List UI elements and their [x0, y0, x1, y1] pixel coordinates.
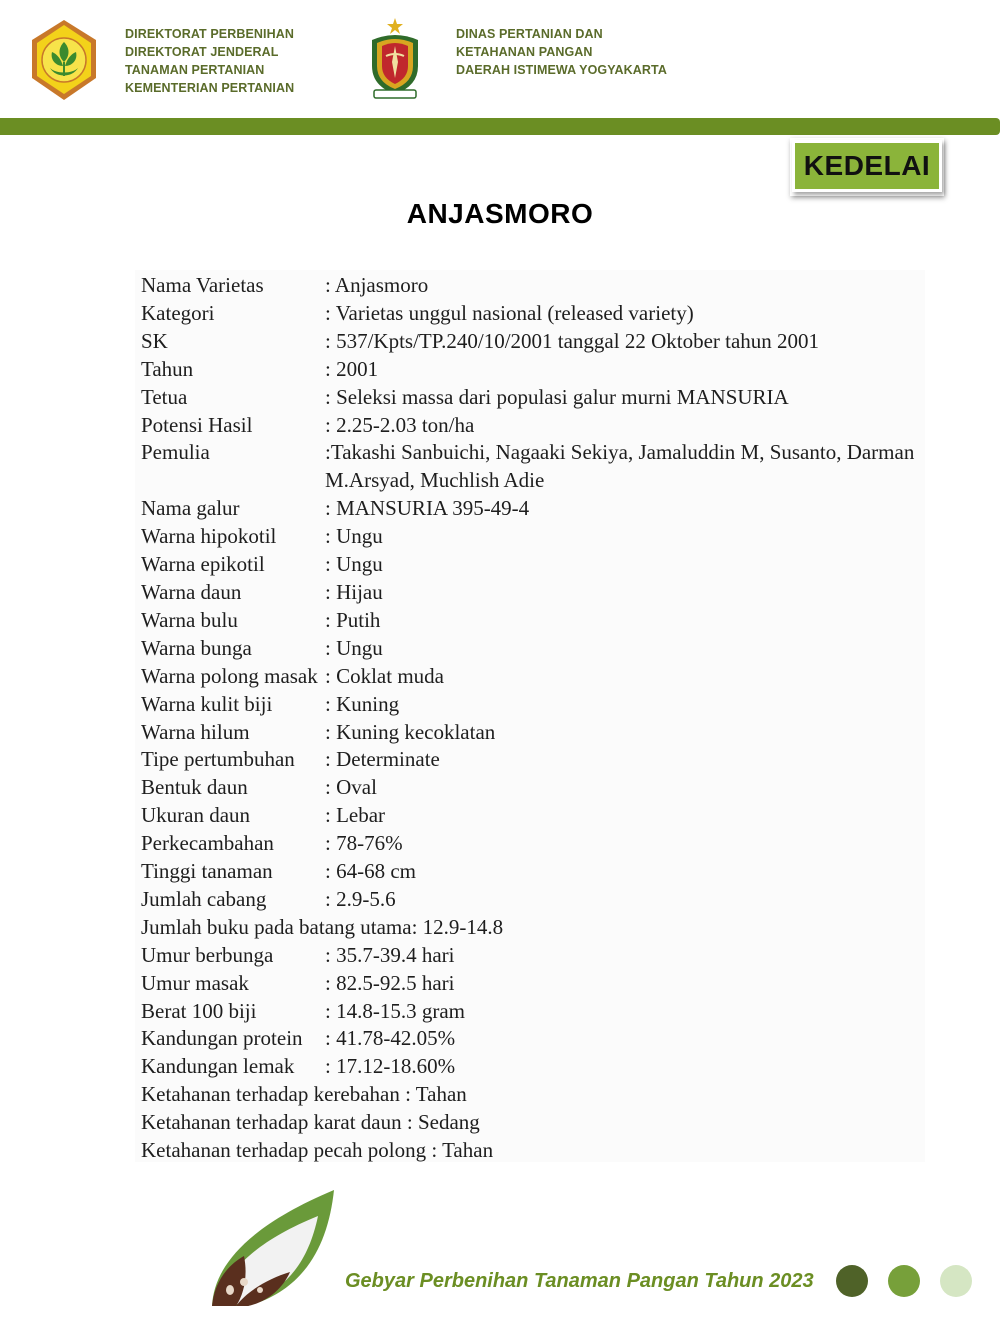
right-org-name [456, 25, 667, 79]
header [0, 0, 1000, 118]
footer-dot-medium [888, 1265, 920, 1297]
spec-value: : Oval [325, 775, 377, 800]
left-org-line: DIREKTORAT JENDERAL [125, 45, 279, 59]
spec-label: Pemulia [141, 440, 210, 465]
spec-value: : 2001 [325, 356, 379, 381]
diy-coat-of-arms [364, 16, 426, 100]
spec-value: : Ungu [325, 635, 383, 660]
spec-label: Umur berbunga [141, 942, 274, 967]
spec-value: : Putih [325, 607, 381, 632]
spec-label: Warna hilum [141, 719, 250, 744]
spec-value: : 41.78-42.05% [325, 1026, 456, 1051]
spec-row [141, 495, 921, 523]
spec-label: Potensi Hasil [141, 412, 253, 437]
spec-row [141, 635, 921, 663]
spec-value: :Takashi Sanbuichi, Nagaaki Sekiya, Jamaluddin M, Susanto, Darman M.Arsyad, Muchlish Adie [325, 440, 915, 493]
page-title: ANJASMORO [406, 198, 594, 229]
spec-label: Warna hipokotil [141, 524, 277, 549]
right-org-line: DINAS PERTANIAN DAN [456, 27, 603, 41]
spec-row-full: Ketahanan terhadap pecah polong : Tahan [141, 1138, 494, 1163]
left-org-line: TANAMAN PERTANIAN [125, 63, 265, 77]
spec-label: Nama galur [141, 496, 240, 521]
spec-row [141, 942, 921, 970]
spec-value: : 64-68 cm [325, 859, 416, 884]
spec-row-full: Jumlah buku pada batang utama: 12.9-14.8 [141, 914, 504, 939]
spec-row [141, 746, 921, 774]
spec-row [141, 328, 921, 356]
spec-value: : 2.9-5.6 [325, 886, 396, 911]
spec-label: Warna daun [141, 579, 242, 604]
spec-row [141, 998, 921, 1026]
spec-row [141, 272, 921, 300]
spec-label: Warna bulu [141, 607, 238, 632]
spec-value: : 2.25-2.03 ton/ha [325, 412, 475, 437]
spec-value: : Ungu [325, 524, 383, 549]
spec-row [141, 886, 921, 914]
spec-label: Warna bunga [141, 635, 252, 660]
spec-row [141, 1053, 921, 1081]
spec-value: : MANSURIA 395-49-4 [325, 496, 530, 521]
spec-row [141, 300, 921, 328]
spec-value: : Seleksi massa dari populasi galur murni MANSURIA [325, 384, 789, 409]
spec-label: Tahun [141, 356, 194, 381]
kementan-logo [28, 18, 100, 102]
left-org-line: KEMENTERIAN PERTANIAN [125, 81, 295, 95]
spec-label: Jumlah cabang [141, 886, 267, 911]
variety-spec-list [141, 272, 921, 1165]
spec-row [141, 356, 921, 384]
spec-value: : Coklat muda [325, 663, 444, 688]
spec-row [141, 523, 921, 551]
spec-label: Nama Varietas [141, 273, 264, 297]
footer-event-title: Gebyar Perbenihan Tanaman Pangan Tahun 2023 [345, 1270, 814, 1292]
spec-row-full: Ketahanan terhadap karat daun : Sedang [141, 1110, 480, 1135]
spec-value: : 35.7-39.4 hari [325, 942, 455, 967]
spec-row [141, 551, 921, 579]
spec-row [141, 439, 921, 495]
spec-value: : Lebar [325, 803, 386, 828]
spec-row [141, 830, 921, 858]
spec-value: : Ungu [325, 552, 383, 577]
spec-label: Warna polong masak [141, 663, 318, 688]
spec-row [141, 412, 921, 440]
spec-row [141, 579, 921, 607]
spec-label: Perkecambahan [141, 831, 274, 856]
spec-label: Umur masak [141, 970, 249, 995]
spec-label: Tinggi tanaman [141, 859, 273, 884]
right-org-line: KETAHANAN PANGAN [456, 45, 593, 59]
spec-value: : Determinate [325, 747, 440, 772]
spec-row [141, 970, 921, 998]
footer-dot-dark [836, 1265, 868, 1297]
spec-row [141, 663, 921, 691]
spec-label: Warna kulit biji [141, 691, 273, 716]
spec-label: Tipe pertumbuhan [141, 747, 295, 772]
spec-label: Kandungan lemak [141, 1054, 295, 1079]
spec-value: : 78-76% [325, 831, 403, 856]
spec-label: Kandungan protein [141, 1026, 303, 1051]
spec-value: : Hijau [325, 579, 383, 604]
spec-label: Warna epikotil [141, 552, 265, 577]
spec-label: SK [141, 328, 168, 353]
spec-label: Tetua [141, 384, 188, 409]
spec-value: : Anjasmoro [325, 273, 429, 297]
spec-row [141, 802, 921, 830]
spec-value: : 17.12-18.60% [325, 1054, 456, 1079]
spec-row [141, 1025, 921, 1053]
spec-label: Kategori [141, 300, 215, 325]
spec-value: : Kuning kecoklatan [325, 719, 496, 744]
footer-dot-light [940, 1265, 972, 1297]
spec-row [141, 774, 921, 802]
category-badge: KEDELAI [792, 140, 942, 192]
header-divider-bar [0, 118, 1000, 135]
spec-row [141, 858, 921, 886]
spec-value: : 82.5-92.5 hari [325, 970, 455, 995]
spec-value: : 14.8-15.3 gram [325, 998, 465, 1023]
spec-value: : Varietas unggul nasional (released variety) [325, 300, 694, 325]
spec-row-full: Ketahanan terhadap kerebahan : Tahan [141, 1082, 467, 1107]
left-org-line: DIREKTORAT PERBENIHAN [125, 27, 295, 41]
left-org-name [125, 25, 294, 97]
spec-value: : 537/Kpts/TP.240/10/2001 tanggal 22 Oktober tahun 2001 [325, 328, 820, 353]
spec-row [141, 719, 921, 747]
spec-row [141, 607, 921, 635]
spec-label: Bentuk daun [141, 775, 248, 800]
leaf-seed-icon [208, 1186, 338, 1310]
spec-value: : Kuning [325, 691, 400, 716]
spec-row [141, 691, 921, 719]
spec-row [141, 384, 921, 412]
spec-label: Berat 100 biji [141, 998, 257, 1023]
right-org-line: DAERAH ISTIMEWA YOGYAKARTA [456, 63, 667, 77]
spec-label: Ukuran daun [141, 803, 251, 828]
